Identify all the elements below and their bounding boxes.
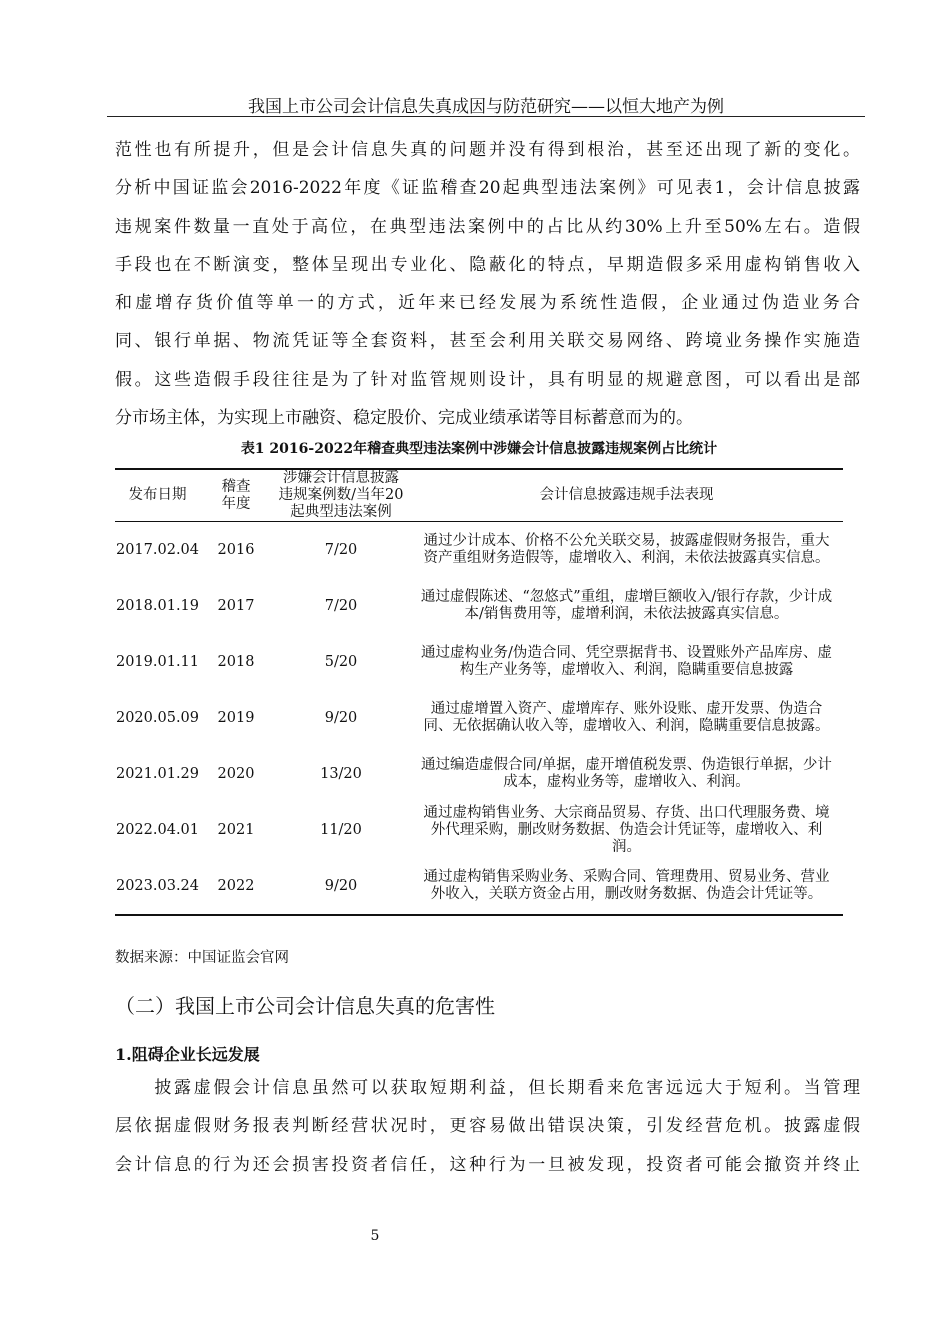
cell-method: 通过虚增置入资产、虚增库存、账外设账、虚开发票、伪造合同、无依据确认收入等，虚增收入、利润，隐瞒重要信息披露。	[423, 701, 830, 734]
text-line: 同、银行单据、物流凭证等全套资料，甚至会利用关联交易网络、跨境业务操作实施造	[115, 331, 860, 352]
table-row	[115, 578, 843, 634]
table-row	[115, 858, 843, 915]
column-header-date: 发布日期	[128, 487, 187, 503]
table-caption: 表1 2016-2022年稽查典型违法案例中涉嫌会计信息披露违规案例占比统计	[240, 441, 718, 457]
cell-year: 2017	[217, 597, 255, 614]
cell-date: 2022.04.01	[115, 821, 200, 838]
text-line: 会计信息的行为还会损害投资者信任，这种行为一旦被发现，投资者可能会撤资并终止	[115, 1154, 860, 1175]
cell-count: 11/20	[320, 821, 362, 838]
cell-method: 通过虚构销售采购业务、采购合同、管理费用、贸易业务、营业外收入，关联方资金占用，删改财务数据、伪造会计凭证等。	[423, 869, 830, 902]
text-line: 分市场主体，为实现上市融资、稳定股价、完成业绩承诺等目标蓄意而为的。	[115, 408, 693, 429]
column-header-year: 稽查年度	[221, 478, 251, 512]
table-header-row	[115, 469, 843, 522]
subsection-heading: 1.阻碍企业长远发展	[115, 1045, 260, 1064]
cell-method: 通过编造虚假合同/单据，虚开增值税发票、伪造银行单据，少计成本，虚构业务等，虚增收入、利润。	[421, 757, 832, 790]
body-paragraph-1	[115, 131, 860, 437]
cell-method: 通过少计成本、价格不公允关联交易，披露虚假财务报告，重大资产重组财务造假等，虚增收入、利润，未依法披露真实信息。	[423, 533, 830, 566]
table-source-note: 数据来源：中国证监会官网	[115, 950, 289, 966]
cell-year: 2019	[217, 709, 255, 726]
cell-date: 2018.01.19	[115, 597, 200, 614]
section-heading: （二）我国上市公司会计信息失真的危害性	[115, 994, 495, 1018]
header-divider	[107, 116, 865, 117]
cell-count: 5/20	[324, 653, 358, 670]
text-line: 范性也有所提升，但是会计信息失真的问题并没有得到根治，甚至还出现了新的变化。	[115, 140, 860, 160]
body-paragraph-2	[115, 1069, 860, 1184]
cell-year: 2020	[217, 765, 255, 782]
cell-year: 2016	[217, 541, 255, 558]
cell-date: 2017.02.04	[115, 541, 200, 558]
text-line: 层依据虚假财务报表判断经营状况时，更容易做出错误决策，引发经营危机。披露虚假	[115, 1116, 860, 1137]
running-header: 我国上市公司会计信息失真成因与防范研究——以恒大地产为例	[248, 97, 724, 117]
table-row	[115, 634, 843, 690]
page-number: 5	[370, 1228, 380, 1244]
cell-date: 2021.01.29	[115, 765, 200, 782]
cell-count: 13/20	[320, 765, 362, 782]
table-row	[115, 802, 843, 858]
cell-date: 2020.05.09	[115, 709, 200, 726]
column-header-method: 会计信息披露违规手法表现	[539, 487, 714, 503]
cell-method: 通过虚构业务/伪造合同、凭空票据背书、设置账外产品库房、虚构生产业务等，虚增收入、利润，隐瞒重要信息披露	[421, 645, 832, 678]
cell-count: 9/20	[324, 877, 358, 894]
column-header-count: 涉嫌会计信息披露违规案例数/当年20起典型违法案例	[278, 470, 404, 520]
cell-count: 9/20	[324, 709, 358, 726]
text-line: 披露虚假会计信息虽然可以获取短期利益，但长期看来危害远远大于短利。当管理	[115, 1078, 860, 1098]
cell-date: 2023.03.24	[115, 877, 200, 894]
cell-count: 7/20	[324, 597, 358, 614]
cell-year: 2022	[217, 877, 255, 894]
table-row	[115, 522, 843, 579]
text-line: 和虚增存货价值等单一的方式，近年来已经发展为系统性造假，企业通过伪造业务合	[115, 293, 860, 314]
cell-method: 通过虚构销售业务、大宗商品贸易、存货、出口代理服务费、境外代理采购，删改财务数据、伪造会计凭证等，虚增收入、利润。	[423, 804, 830, 855]
statistics-table	[115, 468, 843, 916]
cell-year: 2021	[217, 821, 255, 838]
cell-method: 通过虚假陈述、“忽悠式”重组，虚增巨额收入/银行存款，少计成本/销售费用等，虚增利润，未依法披露真实信息。	[420, 589, 833, 622]
table-row	[115, 746, 843, 802]
text-line: 手段也在不断演变，整体呈现出专业化、隐蔽化的特点，早期造假多采用虚构销售收入	[115, 254, 860, 275]
text-line: 违规案件数量一直处于高位，在典型违法案例中的占比从约30%上升至50%左右。造假	[115, 216, 860, 237]
text-line: 分析中国证监会2016-2022年度《证监稽查20起典型违法案例》可见表1，会计信息披露	[115, 178, 860, 199]
table-row	[115, 690, 843, 746]
text-line: 假。这些造假手段往往是为了针对监管规则设计，具有明显的规避意图，可以看出是部	[115, 369, 860, 390]
cell-date: 2019.01.11	[115, 653, 200, 670]
cell-count: 7/20	[324, 541, 358, 558]
cell-year: 2018	[217, 653, 255, 670]
